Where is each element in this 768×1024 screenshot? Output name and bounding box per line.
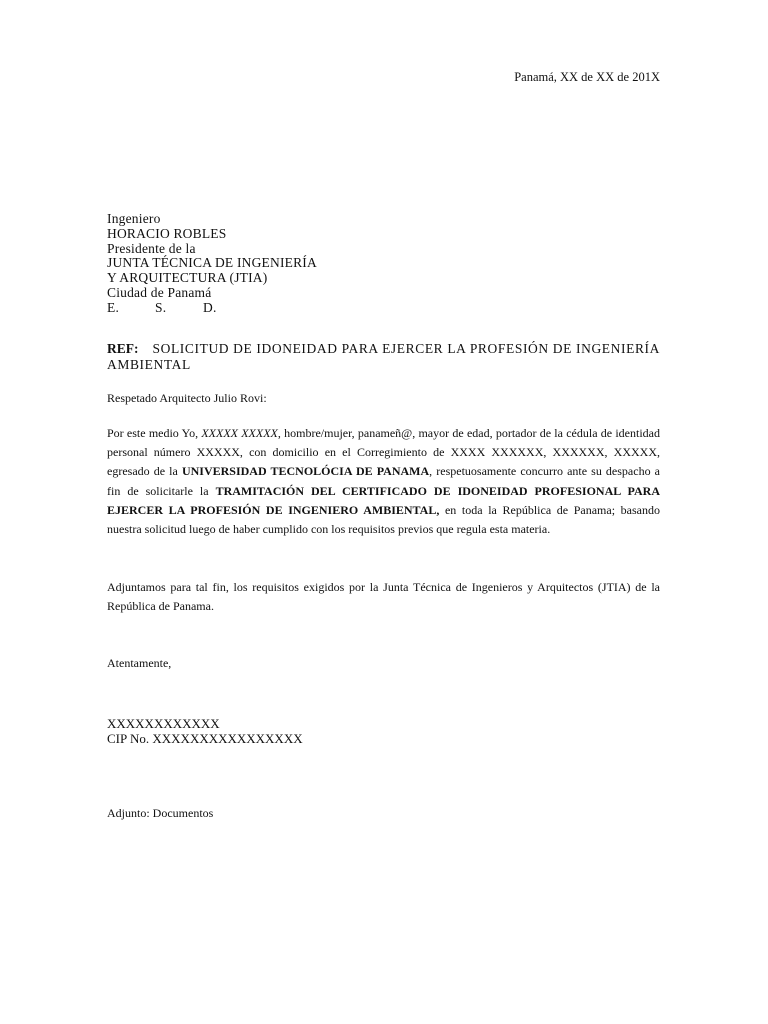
recipient-organization: JUNTA TÉCNICA DE INGENIERÍA — [107, 255, 317, 271]
recipient-city: Ciudad de Panamá — [107, 284, 212, 300]
closing: Atentamente, — [107, 656, 172, 670]
recipient-title: Ingeniero — [107, 211, 161, 226]
body-text: en toda la República de Panama; basando nuestra solicitud luego de haber cumplido con los requisitos previos que regula esta materia. — [107, 502, 661, 537]
applicant-name: XXXXX XXXXX — [201, 426, 278, 440]
signature-block — [107, 716, 303, 746]
salutation: Respetado Arquitecto Julio Rovi: — [107, 391, 267, 405]
body-text: , hombre/mujer, panameñ@, mayor de edad, portador de la cédula de identidad personal número XXXXX, con domicilio en el Corregimiento de XXXX XXXXXX, XXXXXX, XXXXX, egresado de la — [107, 426, 660, 479]
signature-name: XXXXXXXXXXXX — [107, 716, 220, 731]
body-paragraph-1 — [107, 424, 660, 539]
attachment-note: Adjunto: Documentos — [107, 806, 214, 820]
recipient-name: HORACIO ROBLES — [107, 225, 227, 241]
esd-e: E. — [107, 299, 120, 315]
date-line: Panamá, XX de XX de 201X — [514, 70, 660, 84]
body-text: Por este medio Yo, — [107, 426, 202, 440]
university-name: UNIVERSIDAD TECNOLÓCIA DE PANAMA — [181, 464, 430, 479]
recipient-organization-cont: Y ARQUITECTURA (JTIA) — [107, 270, 268, 286]
body-text: , respetuosamente concurro ante su despacho a fin de solicitarle la — [107, 464, 660, 498]
reference-label: REF: — [107, 341, 139, 356]
esd-d: D. — [203, 299, 217, 315]
recipient-esd — [107, 301, 317, 316]
reference-text: SOLICITUD DE IDONEIDAD PARA EJERCER LA PROFESIÓN DE INGENIERÍA AMBIENTAL — [107, 341, 660, 372]
recipient-position: Presidente de la — [107, 240, 196, 256]
body-paragraph-2: Adjuntamos para tal fin, los requisitos exigidos por la Junta Técnica de Ingenieros y Arquitectos (JTIA) de la República de Panama. — [107, 580, 660, 614]
reference-line — [107, 341, 660, 373]
signature-cip: CIP No. XXXXXXXXXXXXXXXX — [107, 731, 303, 746]
recipient-block — [107, 212, 317, 316]
request-text: TRAMITACIÓN DEL CERTIFICADO DE IDONEIDAD PROFESIONAL PARA EJERCER LA PROFESIÓN DE INGENIERO AMBIENTAL, — [107, 483, 660, 517]
esd-s: S. — [155, 299, 167, 315]
